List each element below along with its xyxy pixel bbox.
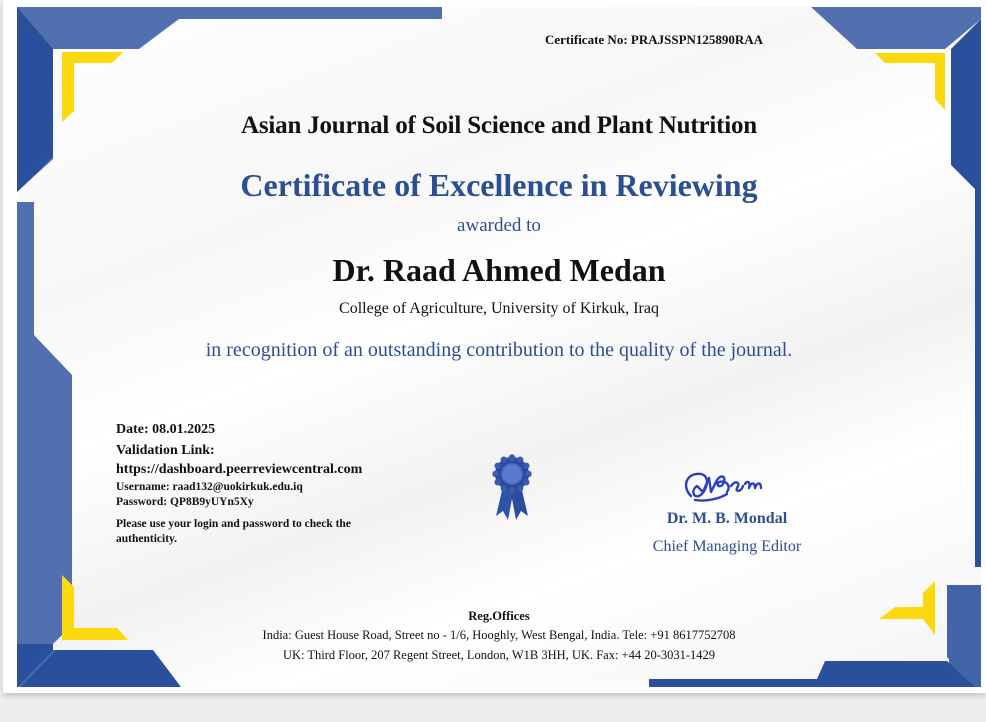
office-address-india: India: Guest House Road, Street no - 1/6, Hooghly, West Bengal, India. Tele: +91 8617752708 [262,628,736,642]
frame-corner-top-left [17,7,442,192]
signatory-name: Dr. M. B. Mondal [666,510,788,527]
awarded-to-label: awarded to [457,215,541,236]
recipient-affiliation: College of Agriculture, University of Kirkuk, Iraq [339,300,659,317]
office-address-uk: UK: Third Floor, 207 Regent Street, London, W1B 3HH, UK. Fax: +44 20-3031-1429 [282,648,716,662]
password: Password: QP8B9yUYn5Xy [116,496,254,508]
validation-block [116,419,362,547]
recipient-name: Dr. Raad Ahmed Medan [332,252,666,288]
validation-note-line2: authenticity. [116,533,178,545]
certificate [17,7,981,687]
validation-note-line1: Please use your login and password to check the [116,518,351,530]
issue-date: Date: 08.01.2025 [116,422,216,437]
award-ribbon-icon [490,454,534,524]
certificate-title: Certificate of Excellence in Reviewing [240,167,758,203]
username: Username: raad132@uokirkuk.edu.iq [116,481,303,493]
recognition-text: in recognition of an outstanding contribution to the quality of the journal. [205,339,793,361]
document-page [3,0,986,693]
journal-name: Asian Journal of Soil Science and Plant Nutrition [241,112,757,139]
registered-offices-title: Reg.Offices [468,609,530,623]
signatory-role: Chief Managing Editor [652,538,802,555]
validation-link[interactable]: https://dashboard.peerreviewcentral.com [116,462,363,477]
certificate-number: Certificate No: PRAJSSPN125890RAA [545,32,764,47]
validation-link-label: Validation Link: [116,443,215,458]
signature-icon [677,462,787,512]
